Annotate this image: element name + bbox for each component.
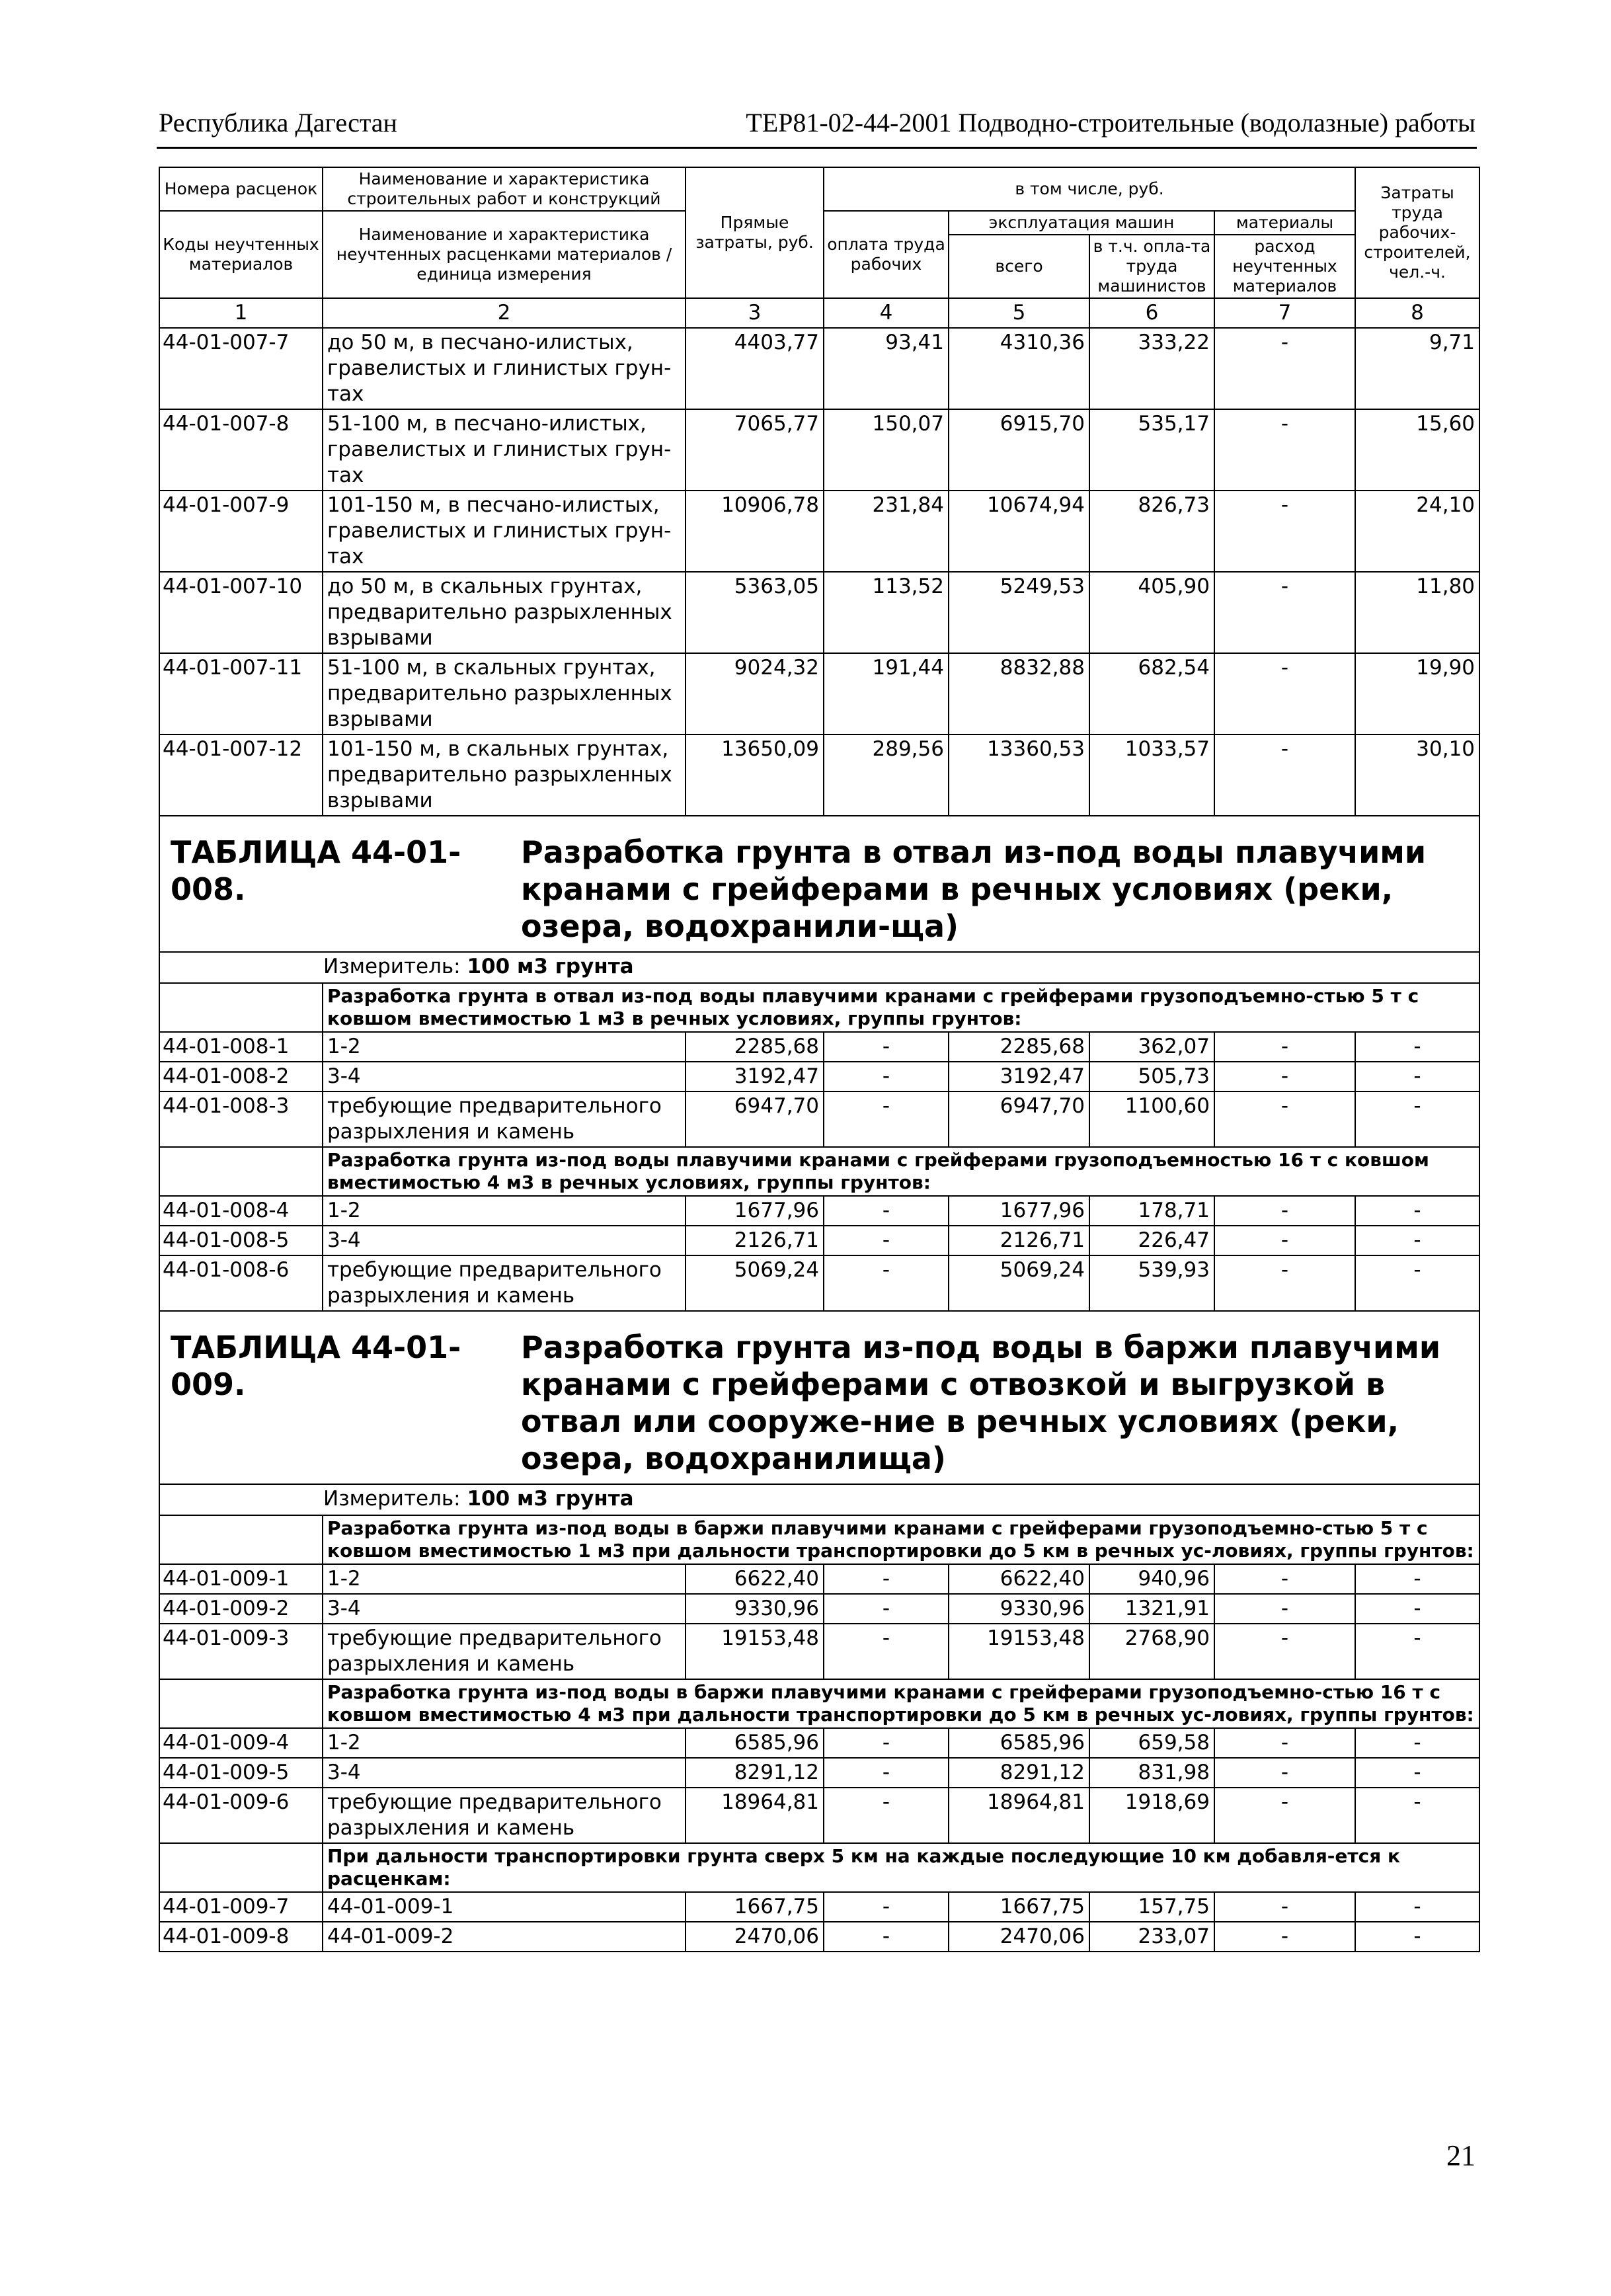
rate-code: 44-01-009-8 [159,1922,323,1952]
work-description: до 50 м, в скальных грунтах, предварительно разрыхленных взрывами [323,572,686,653]
col1-bottom-header: Коды неучтенных материалов [159,211,323,298]
machine-cost: 6947,70 [949,1091,1089,1147]
rate-code: 44-01-008-2 [159,1062,323,1091]
worker-wage: 191,44 [824,653,949,734]
col6-header: в т.ч. опла-та труда машинистов [1089,235,1214,298]
machine-cost: 9330,96 [949,1594,1089,1624]
col7-header: расход неучтенных материалов [1214,235,1355,298]
labor-hours: - [1355,1226,1479,1255]
machine-cost: 2470,06 [949,1922,1089,1952]
materials-consumption: - [1214,1196,1355,1226]
direct-cost: 19153,48 [686,1624,824,1679]
machine-cost: 5069,24 [949,1255,1089,1311]
labor-hours: 19,90 [1355,653,1479,734]
direct-cost: 8291,12 [686,1758,824,1788]
rate-code: 44-01-008-5 [159,1226,323,1255]
table-row [159,734,1479,816]
table-row [159,1062,1479,1091]
materials-header: материалы [1214,211,1355,235]
machine-cost: 5249,53 [949,572,1089,653]
table-row [159,1091,1479,1147]
labor-hours: 24,10 [1355,491,1479,572]
column-number: 7 [1214,298,1355,328]
materials-consumption: - [1214,1062,1355,1091]
machinist-wage: 226,47 [1089,1226,1214,1255]
table-row [159,1758,1479,1788]
group-heading: При дальности транспортировки грунта сверх 5 км на каждые последующие 10 км добавля-ется к расценкам: [323,1843,1479,1892]
worker-wage: - [824,1728,949,1758]
worker-wage: 150,07 [824,409,949,491]
rates-table [159,167,1480,1952]
col2-bottom-header: Наименование и характеристика неучтенных расценками материалов / единица измерения [323,211,686,298]
column-number: 3 [686,298,824,328]
column-number: 4 [824,298,949,328]
work-description: требующие предварительного разрыхления и камень [323,1091,686,1147]
labor-hours: - [1355,1624,1479,1679]
machinist-wage: 333,22 [1089,328,1214,409]
labor-hours: - [1355,1255,1479,1311]
direct-cost: 6622,40 [686,1564,824,1594]
group-code-empty [159,1843,323,1892]
worker-wage: - [824,1624,949,1679]
table-number: ТАБЛИЦА 44-01-009. [171,1329,461,1402]
direct-cost: 2470,06 [686,1922,824,1952]
measure-row [159,952,1479,983]
group-code-empty [159,1515,323,1564]
table-row [159,491,1479,572]
machines-header: эксплуатация машин [949,211,1214,235]
worker-wage: - [824,1226,949,1255]
group-code-empty [159,983,323,1032]
direct-cost: 2126,71 [686,1226,824,1255]
labor-hours: - [1355,1922,1479,1952]
machinist-wage: 1100,60 [1089,1091,1214,1147]
table-heading: Разработка грунта из-под воды в баржи плавучими кранами с грейферами с отвозкой и выгрузкой в отвал или сооруже-ние в речных условиях (реки, озера, водохранилища) [521,1329,1441,1476]
direct-cost: 2285,68 [686,1032,824,1062]
worker-wage: - [824,1091,949,1147]
materials-consumption: - [1214,1226,1355,1255]
group-row [159,1843,1479,1892]
worker-wage: 93,41 [824,328,949,409]
table-row [159,1624,1479,1679]
table-row [159,572,1479,653]
machinist-wage: 362,07 [1089,1032,1214,1062]
machinist-wage: 539,93 [1089,1255,1214,1311]
direct-cost: 9330,96 [686,1594,824,1624]
machinist-wage: 682,54 [1089,653,1214,734]
table-row [159,653,1479,734]
machine-cost: 1667,75 [949,1892,1089,1922]
work-description: 101-150 м, в скальных грунтах, предварительно разрыхленных взрывами [323,734,686,816]
machine-cost: 3192,47 [949,1062,1089,1091]
worker-wage: - [824,1922,949,1952]
measure-value: 100 м3 грунта [467,1487,634,1511]
work-description: 51-100 м, в песчано-илистых, гравелистых и глинистых грун-тах [323,409,686,491]
header-region: Республика Дагестан [159,108,397,138]
rate-code: 44-01-007-12 [159,734,323,816]
measure-unit [159,1484,1479,1515]
measure-label: Измеритель: [323,1487,461,1511]
materials-consumption: - [1214,409,1355,491]
worker-wage: 231,84 [824,491,949,572]
rate-code: 44-01-007-9 [159,491,323,572]
materials-consumption: - [1214,572,1355,653]
machinist-wage: 535,17 [1089,409,1214,491]
labor-hours: - [1355,1564,1479,1594]
materials-consumption: - [1214,1624,1355,1679]
rate-code: 44-01-008-4 [159,1196,323,1226]
header-document-code: ТЕР81-02-44-2001 Подводно-строительные (водолазные) работы [746,108,1475,138]
group-row [159,1679,1479,1728]
worker-wage: - [824,1032,949,1062]
work-description: 1-2 [323,1032,686,1062]
table-row [159,1728,1479,1758]
machine-cost: 1677,96 [949,1196,1089,1226]
worker-wage: 113,52 [824,572,949,653]
work-description: требующие предварительного разрыхления и камень [323,1788,686,1843]
column-number: 1 [159,298,323,328]
work-description: 1-2 [323,1728,686,1758]
labor-hours: - [1355,1062,1479,1091]
col3-header: Прямые затраты, руб. [686,167,824,298]
labor-hours: 15,60 [1355,409,1479,491]
table-title [159,1311,1479,1484]
group-code-empty [159,1147,323,1196]
table-title [159,816,1479,952]
direct-cost: 1677,96 [686,1196,824,1226]
group-heading: Разработка грунта в отвал из-под воды плавучими кранами с грейферами грузоподъемно-стью 5 т с ковшом вместимостью 1 м3 в речных условиях, группы грунтов: [323,983,1479,1032]
labor-hours: 11,80 [1355,572,1479,653]
table-row [159,409,1479,491]
direct-cost: 5069,24 [686,1255,824,1311]
rate-code: 44-01-009-6 [159,1788,323,1843]
machine-cost: 2126,71 [949,1226,1089,1255]
group-row [159,1147,1479,1196]
table-title-row [159,816,1479,952]
machinist-wage: 405,90 [1089,572,1214,653]
machinist-wage: 505,73 [1089,1062,1214,1091]
worker-wage: - [824,1062,949,1091]
work-description: требующие предварительного разрыхления и камень [323,1255,686,1311]
machinist-wage: 1918,69 [1089,1788,1214,1843]
machinist-wage: 940,96 [1089,1564,1214,1594]
machine-cost: 6915,70 [949,409,1089,491]
table-number: ТАБЛИЦА 44-01-008. [171,834,461,907]
direct-cost: 9024,32 [686,653,824,734]
table-row [159,328,1479,409]
materials-consumption: - [1214,653,1355,734]
rate-code: 44-01-009-7 [159,1892,323,1922]
group-heading: Разработка грунта из-под воды плавучими кранами с грейферами грузоподъемностью 16 т с ковшом вместимостью 4 м3 в речных условиях, группы грунтов: [323,1147,1479,1196]
table-row [159,1196,1479,1226]
table-row [159,1564,1479,1594]
table-row [159,1892,1479,1922]
machine-cost: 13360,53 [949,734,1089,816]
direct-cost: 5363,05 [686,572,824,653]
table-row [159,1788,1479,1843]
materials-consumption: - [1214,1091,1355,1147]
group-row [159,983,1479,1032]
labor-hours: - [1355,1758,1479,1788]
rate-code: 44-01-009-2 [159,1594,323,1624]
group-code-empty [159,1679,323,1728]
work-description: 51-100 м, в скальных грунтах, предварительно разрыхленных взрывами [323,653,686,734]
rate-code: 44-01-007-8 [159,409,323,491]
work-description: 101-150 м, в песчано-илистых, гравелистых и глинистых грун-тах [323,491,686,572]
direct-cost: 1667,75 [686,1892,824,1922]
worker-wage: - [824,1255,949,1311]
group-row [159,1515,1479,1564]
worker-wage: 289,56 [824,734,949,816]
worker-wage: - [824,1892,949,1922]
materials-consumption: - [1214,1255,1355,1311]
work-description: 44-01-009-1 [323,1892,686,1922]
work-description: 3-4 [323,1226,686,1255]
column-number: 6 [1089,298,1214,328]
materials-consumption: - [1214,1922,1355,1952]
table-heading: Разработка грунта в отвал из-под воды плавучими кранами с грейферами в речных условиях (реки, озера, водохранили-ща) [521,834,1427,944]
materials-consumption: - [1214,1564,1355,1594]
materials-consumption: - [1214,1788,1355,1843]
measure-row [159,1484,1479,1515]
direct-cost: 3192,47 [686,1062,824,1091]
machinist-wage: 2768,90 [1089,1624,1214,1679]
worker-wage: - [824,1196,949,1226]
worker-wage: - [824,1594,949,1624]
col5-header: всего [949,235,1089,298]
materials-consumption: - [1214,328,1355,409]
rate-code: 44-01-008-1 [159,1032,323,1062]
materials-consumption: - [1214,491,1355,572]
rate-code: 44-01-008-3 [159,1091,323,1147]
group-heading: Разработка грунта из-под воды в баржи плавучими кранами с грейферами грузоподъемно-стью 5 т с ковшом вместимостью 1 м3 при дальности транспортировки до 5 км в речных ус-ловиях, группы грунтов: [323,1515,1479,1564]
work-description: 3-4 [323,1594,686,1624]
table-row [159,1032,1479,1062]
table-row [159,1922,1479,1952]
col2-top-header: Наименование и характеристика строительных работ и конструкций [323,167,686,211]
direct-cost: 13650,09 [686,734,824,816]
group-heading: Разработка грунта из-под воды в баржи плавучими кранами с грейферами грузоподъемно-стью 16 т с ковшом вместимостью 4 м3 при дальности транспортировки до 5 км в речных ус-ловиях, группы грунтов: [323,1679,1479,1728]
work-description: требующие предварительного разрыхления и камень [323,1624,686,1679]
col4-header: оплата труда рабочих [824,211,949,298]
machine-cost: 6622,40 [949,1564,1089,1594]
rate-code: 44-01-009-5 [159,1758,323,1788]
labor-hours: 30,10 [1355,734,1479,816]
page-number: 21 [1446,2139,1475,2172]
labor-hours: - [1355,1196,1479,1226]
work-description: 44-01-009-2 [323,1922,686,1952]
worker-wage: - [824,1788,949,1843]
direct-cost: 6947,70 [686,1091,824,1147]
machine-cost: 4310,36 [949,328,1089,409]
work-description: 3-4 [323,1062,686,1091]
measure-label: Измеритель: [323,955,461,978]
column-number: 5 [949,298,1089,328]
work-description: 1-2 [323,1564,686,1594]
labor-hours: - [1355,1788,1479,1843]
rate-code: 44-01-009-4 [159,1728,323,1758]
work-description: 1-2 [323,1196,686,1226]
direct-cost: 4403,77 [686,328,824,409]
materials-consumption: - [1214,1032,1355,1062]
machinist-wage: 831,98 [1089,1758,1214,1788]
machinist-wage: 178,71 [1089,1196,1214,1226]
rate-code: 44-01-007-10 [159,572,323,653]
labor-hours: - [1355,1728,1479,1758]
in-total-header: в том числе, руб. [824,167,1355,211]
column-number: 8 [1355,298,1479,328]
labor-hours: 9,71 [1355,328,1479,409]
machinist-wage: 826,73 [1089,491,1214,572]
materials-consumption: - [1214,1728,1355,1758]
direct-cost: 6585,96 [686,1728,824,1758]
header-rule [157,147,1477,149]
worker-wage: - [824,1564,949,1594]
direct-cost: 7065,77 [686,409,824,491]
labor-hours: - [1355,1594,1479,1624]
column-number: 2 [323,298,686,328]
table-row [159,1594,1479,1624]
direct-cost: 18964,81 [686,1788,824,1843]
machinist-wage: 1033,57 [1089,734,1214,816]
machinist-wage: 157,75 [1089,1892,1214,1922]
col8-header: Затраты труда рабочих-строителей, чел.-ч. [1355,167,1479,298]
machinist-wage: 1321,91 [1089,1594,1214,1624]
work-description: 3-4 [323,1758,686,1788]
rate-code: 44-01-009-3 [159,1624,323,1679]
rate-code: 44-01-009-1 [159,1564,323,1594]
materials-consumption: - [1214,1594,1355,1624]
machine-cost: 2285,68 [949,1032,1089,1062]
col1-top-header: Номера расценок [159,167,323,211]
table-title-row [159,1311,1479,1484]
machine-cost: 8291,12 [949,1758,1089,1788]
rate-code: 44-01-008-6 [159,1255,323,1311]
labor-hours: - [1355,1032,1479,1062]
table-row [159,1255,1479,1311]
labor-hours: - [1355,1091,1479,1147]
machine-cost: 10674,94 [949,491,1089,572]
machine-cost: 6585,96 [949,1728,1089,1758]
column-numbers-row [159,298,1479,328]
measure-value: 100 м3 грунта [467,955,634,978]
worker-wage: - [824,1758,949,1788]
rate-code: 44-01-007-11 [159,653,323,734]
direct-cost: 10906,78 [686,491,824,572]
labor-hours: - [1355,1892,1479,1922]
materials-consumption: - [1214,1892,1355,1922]
measure-unit [159,952,1479,983]
work-description: до 50 м, в песчано-илистых, гравелистых и глинистых грун-тах [323,328,686,409]
table-row [159,1226,1479,1255]
machine-cost: 18964,81 [949,1788,1089,1843]
materials-consumption: - [1214,734,1355,816]
machinist-wage: 233,07 [1089,1922,1214,1952]
machine-cost: 8832,88 [949,653,1089,734]
materials-consumption: - [1214,1758,1355,1788]
header-row-1 [159,167,1479,211]
machinist-wage: 659,58 [1089,1728,1214,1758]
machine-cost: 19153,48 [949,1624,1089,1679]
rate-code: 44-01-007-7 [159,328,323,409]
